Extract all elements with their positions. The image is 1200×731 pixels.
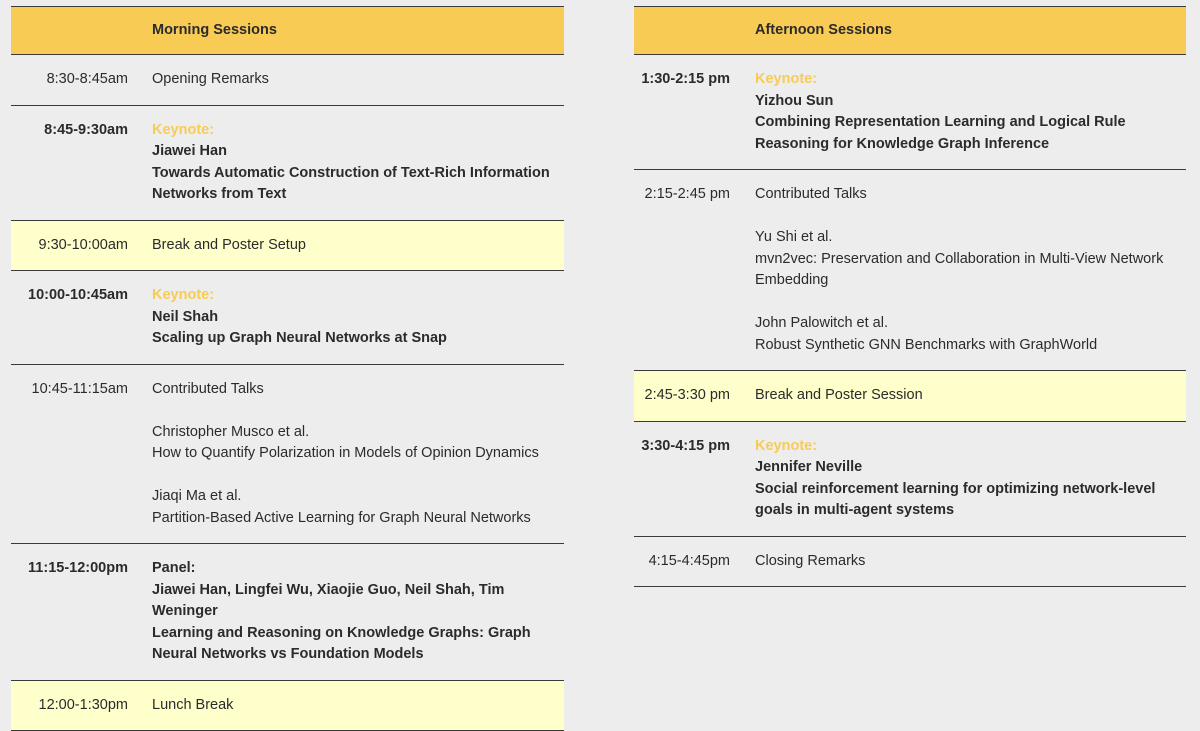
break-row <box>11 220 564 271</box>
session-title: Break and Poster Session <box>755 387 923 403</box>
contributed-talks-row <box>634 170 1186 371</box>
keynote-talk-title: Social reinforcement learning for optimizing network-level goals in multi-agent systems <box>755 480 1156 518</box>
panel-details <box>140 544 564 681</box>
keynote-row <box>11 105 564 220</box>
session-title: Lunch Break <box>152 696 234 713</box>
session-time: 8:30-8:45am <box>46 71 128 87</box>
keynote-speaker: Neil Shah <box>152 308 219 325</box>
session-row <box>11 55 564 106</box>
contributed-talks <box>743 170 1186 371</box>
session-time: 8:45-9:30am <box>44 121 128 138</box>
session-time: 12:00-1:30pm <box>38 696 128 713</box>
keynote-talk-title: Scaling up Graph Neural Networks at Snap <box>152 330 447 346</box>
keynote-row <box>11 271 564 365</box>
morning-schedule-table <box>11 6 564 731</box>
keynote-label: Keynote: <box>152 287 215 303</box>
keynote-details <box>140 105 564 220</box>
session-time: 3:30-4:15 pm <box>641 437 730 454</box>
panel-speakers: Jiawei Han, Lingfei Wu, Xiaojie Guo, Neil Shah, Tim Weninger <box>152 581 505 619</box>
keynote-talk-title: Towards Automatic Construction of Text-Rich Information Networks from Text <box>152 164 550 202</box>
keynote-details <box>743 55 1186 170</box>
session-title: Opening Remarks <box>152 71 269 87</box>
panel-label: Panel: <box>152 560 196 576</box>
keynote-speaker: Jennifer Neville <box>755 459 863 475</box>
afternoon-schedule-table <box>634 6 1186 587</box>
talk-title: mvn2vec: Preservation and Collaboration in Multi-View Network Embedding <box>755 250 1164 288</box>
keynote-row <box>634 421 1186 536</box>
morning-header: Morning Sessions <box>152 21 277 38</box>
talk-authors: Christopher Musco et al. <box>152 423 310 440</box>
talk-title: How to Quantify Polarization in Models of Opinion Dynamics <box>152 445 539 461</box>
session-title: Closing Remarks <box>755 552 866 569</box>
session-time: 2:15-2:45 pm <box>644 186 730 202</box>
session-title: Contributed Talks <box>152 380 264 397</box>
session-row <box>634 536 1186 587</box>
break-row <box>634 371 1186 422</box>
keynote-label: Keynote: <box>755 71 818 87</box>
session-time: 1:30-2:15 pm <box>641 71 730 87</box>
session-time: 11:15-12:00pm <box>28 560 128 576</box>
talk-authors: Jiaqi Ma et al. <box>152 488 242 504</box>
panel-title: Learning and Reasoning on Knowledge Graphs: Graph Neural Networks vs Foundation Models <box>152 624 531 662</box>
session-time: 4:15-4:45pm <box>648 552 730 569</box>
session-time: 10:00-10:45am <box>28 287 128 303</box>
session-time: 10:45-11:15am <box>31 380 128 397</box>
talk-title: Partition-Based Active Learning for Graph Neural Networks <box>152 509 531 526</box>
session-title: Break and Poster Setup <box>152 236 306 253</box>
afternoon-header: Afternoon Sessions <box>755 21 892 38</box>
session-time: 2:45-3:30 pm <box>644 387 730 403</box>
talk-title: Robust Synthetic GNN Benchmarks with GraphWorld <box>755 336 1098 353</box>
keynote-speaker: Jiawei Han <box>152 143 227 159</box>
session-title: Contributed Talks <box>755 186 867 202</box>
keynote-details <box>140 271 564 365</box>
contributed-talks <box>140 364 564 544</box>
contributed-talks-row <box>11 364 564 544</box>
keynote-speaker: Yizhou Sun <box>755 92 834 109</box>
keynote-label: Keynote: <box>152 121 215 138</box>
keynote-label: Keynote: <box>755 437 818 454</box>
afternoon-header-row <box>634 7 1186 55</box>
talk-authors: John Palowitch et al. <box>755 315 888 331</box>
keynote-details <box>743 421 1186 536</box>
morning-header-row <box>11 7 564 55</box>
session-time: 9:30-10:00am <box>38 236 128 253</box>
talk-authors: Yu Shi et al. <box>755 229 833 245</box>
break-row <box>11 680 564 731</box>
panel-row <box>11 544 564 681</box>
keynote-talk-title: Combining Representation Learning and Logical Rule Reasoning for Knowledge Graph Inference <box>755 114 1126 152</box>
keynote-row <box>634 55 1186 170</box>
